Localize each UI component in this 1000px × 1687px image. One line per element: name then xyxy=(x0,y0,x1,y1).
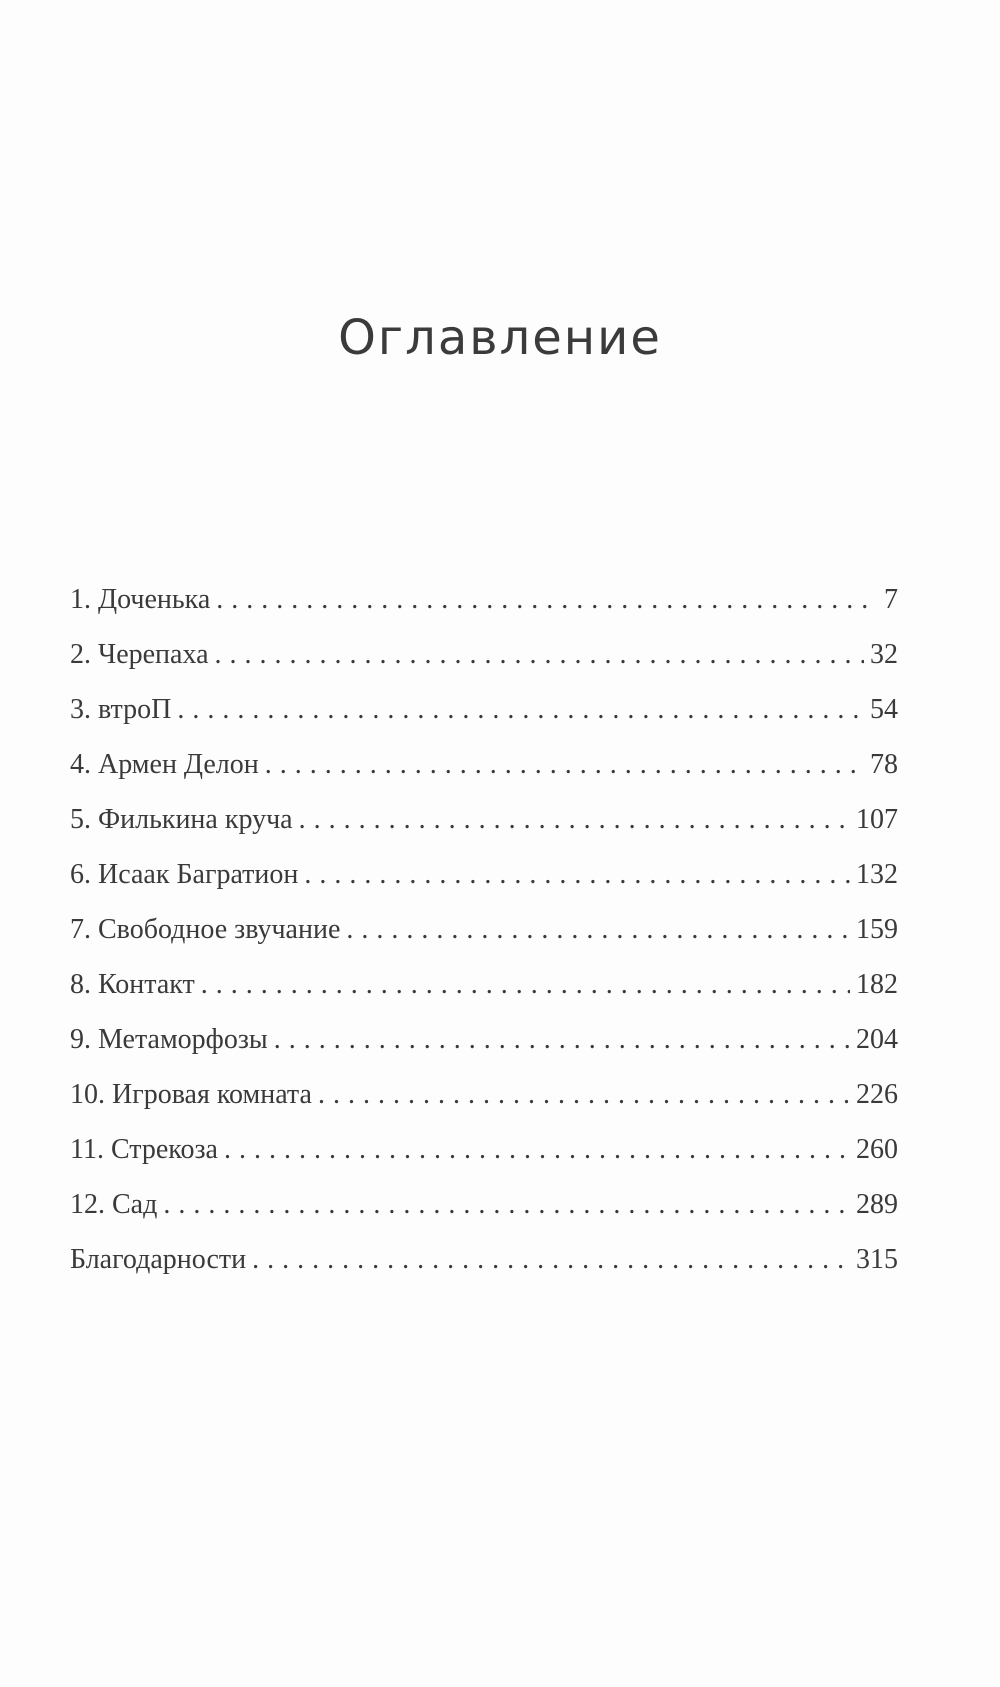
toc-entry-title: Благодарности xyxy=(70,1244,247,1275)
toc-entry-title: 10. Игровая комната xyxy=(70,1079,312,1110)
dot-leader xyxy=(252,1244,850,1276)
dot-leader xyxy=(224,1134,850,1166)
toc-entry-page: 159 xyxy=(856,914,898,945)
toc-entry xyxy=(70,639,898,694)
toc-entry xyxy=(70,584,898,639)
toc-entry-title: 12. Сад xyxy=(70,1189,158,1220)
toc-entry-page: 132 xyxy=(856,859,898,890)
toc-entry xyxy=(70,1079,898,1134)
toc-entry xyxy=(70,804,898,859)
toc-entry-title: 1. Доченька xyxy=(70,584,211,615)
toc-entry-page: 204 xyxy=(856,1024,898,1055)
dot-leader xyxy=(304,859,850,891)
dot-leader xyxy=(215,639,864,671)
toc-entry-page: 107 xyxy=(856,804,898,835)
toc-entry-title: 11. Стрекоза xyxy=(70,1134,218,1165)
dot-leader xyxy=(177,694,864,726)
toc-entry xyxy=(70,694,898,749)
toc-entry xyxy=(70,859,898,914)
toc-entry-page: 260 xyxy=(856,1134,898,1165)
toc-entry-page: 32 xyxy=(870,639,898,670)
toc-entry xyxy=(70,969,898,1024)
toc-entry-title: 8. Контакт xyxy=(70,969,195,1000)
toc-entry xyxy=(70,1189,898,1244)
table-of-contents xyxy=(70,584,898,1299)
dot-leader xyxy=(346,914,850,946)
page-title: Оглавление xyxy=(338,310,662,366)
dot-leader xyxy=(201,969,850,1001)
toc-entry-page: 78 xyxy=(870,749,898,780)
dot-leader xyxy=(163,1189,850,1221)
toc-entry xyxy=(70,1244,898,1299)
toc-entry xyxy=(70,914,898,969)
toc-entry xyxy=(70,1024,898,1079)
toc-entry-page: 182 xyxy=(856,969,898,1000)
dot-leader xyxy=(216,584,878,616)
toc-entry-page: 54 xyxy=(870,694,898,725)
dot-leader xyxy=(265,749,864,781)
toc-entry-page: 315 xyxy=(856,1244,898,1275)
toc-entry-title: 7. Свободное звучание xyxy=(70,914,341,945)
toc-entry-title: 9. Метаморфозы xyxy=(70,1024,268,1055)
toc-entry-title: 6. Исаак Багратион xyxy=(70,859,299,890)
dot-leader xyxy=(318,1079,850,1111)
toc-entry-title: 2. Черепаха xyxy=(70,639,209,670)
dot-leader xyxy=(274,1024,850,1056)
toc-entry-page: 289 xyxy=(856,1189,898,1220)
toc-entry-title: 4. Армен Делон xyxy=(70,749,259,780)
toc-entry xyxy=(70,1134,898,1189)
toc-entry-title: 5. Филькина круча xyxy=(70,804,293,835)
toc-entry-page: 226 xyxy=(856,1079,898,1110)
dot-leader xyxy=(299,804,850,836)
toc-entry xyxy=(70,749,898,804)
toc-entry-title: 3. втроП xyxy=(70,694,172,725)
toc-entry-page: 7 xyxy=(884,584,898,615)
